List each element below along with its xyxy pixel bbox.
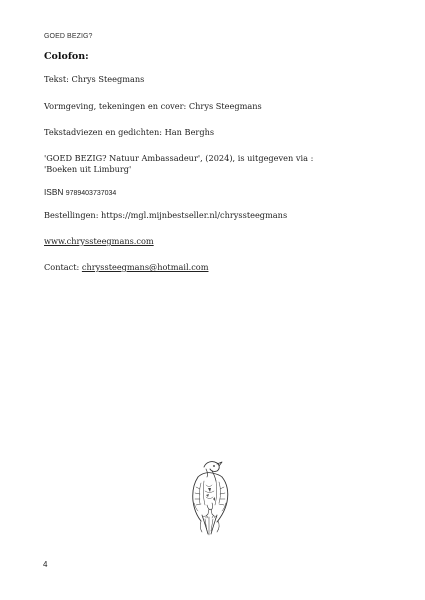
credit-text-line: Tekst: Chrys Steegmans xyxy=(44,74,145,84)
page-number: 4 xyxy=(43,560,48,569)
isbn-label: ISBN xyxy=(44,187,64,197)
bird-drawing-icon xyxy=(184,459,236,539)
credit-advice-line: Tekstadviezen en gedichten: Han Berghs xyxy=(44,127,215,137)
colofon-heading: Colofon: xyxy=(44,51,89,62)
contact-line xyxy=(44,262,208,274)
isbn-line xyxy=(44,187,116,200)
website-link[interactable]: www.chryssteegmans.com xyxy=(44,236,154,246)
order-line: Bestellingen: https://mgl.mijnbestseller.nl/chryssteegmans xyxy=(44,210,288,220)
credit-design-line: Vormgeving, tekeningen en cover: Chrys Steegmans xyxy=(44,101,262,111)
publication-line-2: 'Boeken uit Limburg' xyxy=(44,164,132,174)
publication-line-1: 'GOED BEZIG? Natuur Ambassadeur', (2024), is uitgegeven via : xyxy=(44,153,314,163)
running-header: GOED BEZIG? xyxy=(44,33,93,40)
contact-label: Contact: xyxy=(44,262,80,272)
contact-email-link[interactable]: chryssteegmans@hotmail.com xyxy=(81,262,209,272)
isbn-number: 9789403737034 xyxy=(65,190,117,197)
